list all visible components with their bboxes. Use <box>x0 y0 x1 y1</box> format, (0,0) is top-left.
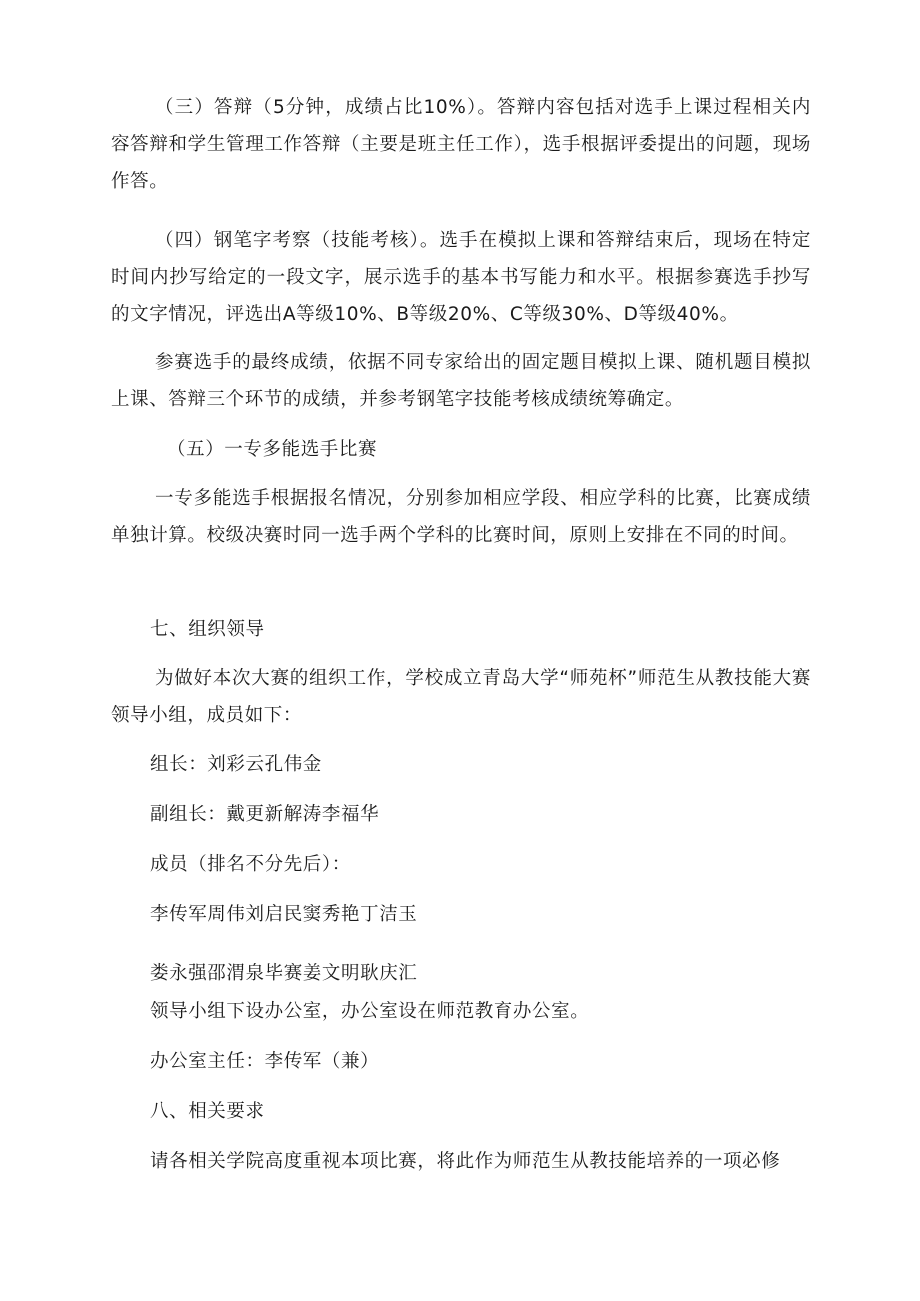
paragraph-handwriting: （四）钢笔字考察（技能考核）。选手在模拟上课和答辩结束后，现场在特定时间内抄写给定的一段文字，展示选手的基本书写能力和水平。根据参赛选手抄写的文字情况，评选出A等级10%、B等级20%、C等级30%、D等级40%。 <box>111 230 811 325</box>
line-members-1: 李传军周伟刘启民窦秀艳丁洁玉 <box>150 904 418 925</box>
paragraph-organization: 为做好本次大赛的组织工作，学校成立青岛大学“师苑杯”师范生从教技能大赛领导小组，成员如下： <box>111 668 811 726</box>
line-members-2: 娄永强邵渭泉毕赛姜文明耿庆汇 <box>150 963 418 984</box>
line-office-director: 办公室主任：李传军（兼） <box>150 1051 380 1072</box>
line-deputy-leader: 副组长：戴更新解涛李福华 <box>150 804 380 825</box>
line-members-label: 成员（排名不分先后）： <box>150 854 351 875</box>
line-leader: 组长：刘彩云孔伟金 <box>150 754 322 775</box>
section-heading-multi-skill: （五）一专多能选手比赛 <box>167 439 378 460</box>
paragraph-multi-skill: 一专多能选手根据报名情况，分别参加相应学段、相应学科的比赛，比赛成绩单独计算。校级决赛时同一选手两个学科的比赛时间，原则上安排在不同的时间。 <box>111 488 811 546</box>
line-office: 领导小组下设办公室，办公室设在师范教育办公室。 <box>150 1001 590 1022</box>
paragraph-defense: （三）答辩（5分钟，成绩占比10%）。答辩内容包括对选手上课过程相关内容答辩和学生管理工作答辩（主要是班主任工作），选手根据评委提出的问题，现场作答。 <box>111 97 811 192</box>
section-heading-requirements: 八、相关要求 <box>150 1101 265 1122</box>
paragraph-requirements: 请各相关学院高度重视本项比赛，将此作为师范生从教技能培养的一项必修 <box>150 1151 781 1172</box>
paragraph-final-score: 参赛选手的最终成绩，依据不同专家给出的固定题目模拟上课、随机题目模拟上课、答辩三个环节的成绩，并参考钢笔字技能考核成绩统筹确定。 <box>111 352 811 410</box>
section-heading-organization: 七、组织领导 <box>150 619 265 640</box>
